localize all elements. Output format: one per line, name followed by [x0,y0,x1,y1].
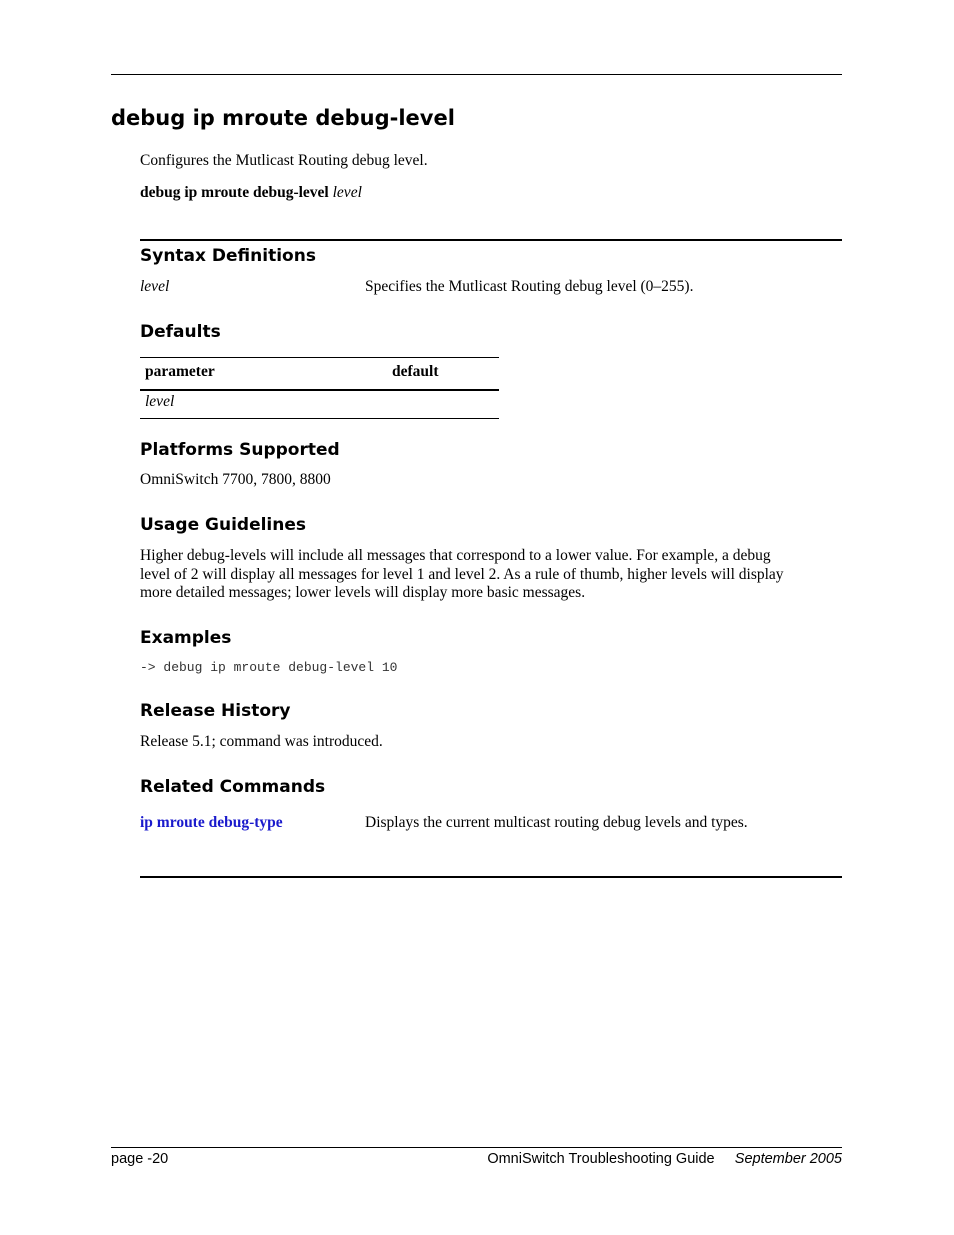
examples-heading: Examples [140,628,232,648]
defaults-row-parameter: level [145,393,175,410]
syntax-term: level [140,278,170,295]
usage-text [140,547,842,603]
command-description: Configures the Mutlicast Routing debug level. [140,152,428,169]
syntax-param: level [332,184,362,201]
related-command-link[interactable]: ip mroute debug-type [140,814,283,831]
footer-guide-title: OmniSwitch Troubleshooting Guide September 2005 [487,1151,842,1167]
table-top-rule [140,357,499,358]
platforms-text: OmniSwitch 7700, 7800, 8800 [140,471,331,488]
related-command-description: Displays the current multicast routing debug levels and types. [365,814,748,831]
platforms-heading: Platforms Supported [140,440,340,460]
page-title: debug ip mroute debug-level [111,106,455,130]
section-rule [140,239,842,241]
usage-line: Higher debug-levels will include all messages that correspond to a lower value. For example, a debug [140,547,771,564]
syntax-definitions-heading: Syntax Definitions [140,246,316,266]
defaults-heading: Defaults [140,322,221,342]
table-bottom-rule [140,418,499,419]
defaults-col-parameter: parameter [145,363,215,380]
footer-date: September 2005 [734,1151,842,1167]
usage-heading: Usage Guidelines [140,515,306,535]
release-history-text: Release 5.1; command was introduced. [140,733,383,750]
footer-rule [111,1147,842,1148]
related-commands-heading: Related Commands [140,777,326,797]
syntax-line [140,184,362,203]
usage-line: level of 2 will display all messages for level 1 and level 2. As a rule of thumb, higher levels will display [140,565,784,583]
footer-page-number: page -20 [111,1151,169,1167]
release-history-heading: Release History [140,701,291,721]
syntax-command: debug ip mroute debug-level [140,184,329,201]
example-code: -> debug ip mroute debug-level 10 [140,660,398,675]
syntax-definition: Specifies the Mutlicast Routing debug level (0–255). [365,278,694,295]
defaults-col-default: default [392,363,439,380]
header-rule [111,74,842,75]
section-end-rule [140,876,842,878]
table-header-rule [140,389,499,391]
usage-line: more detailed messages; lower levels will display more basic messages. [140,584,586,601]
